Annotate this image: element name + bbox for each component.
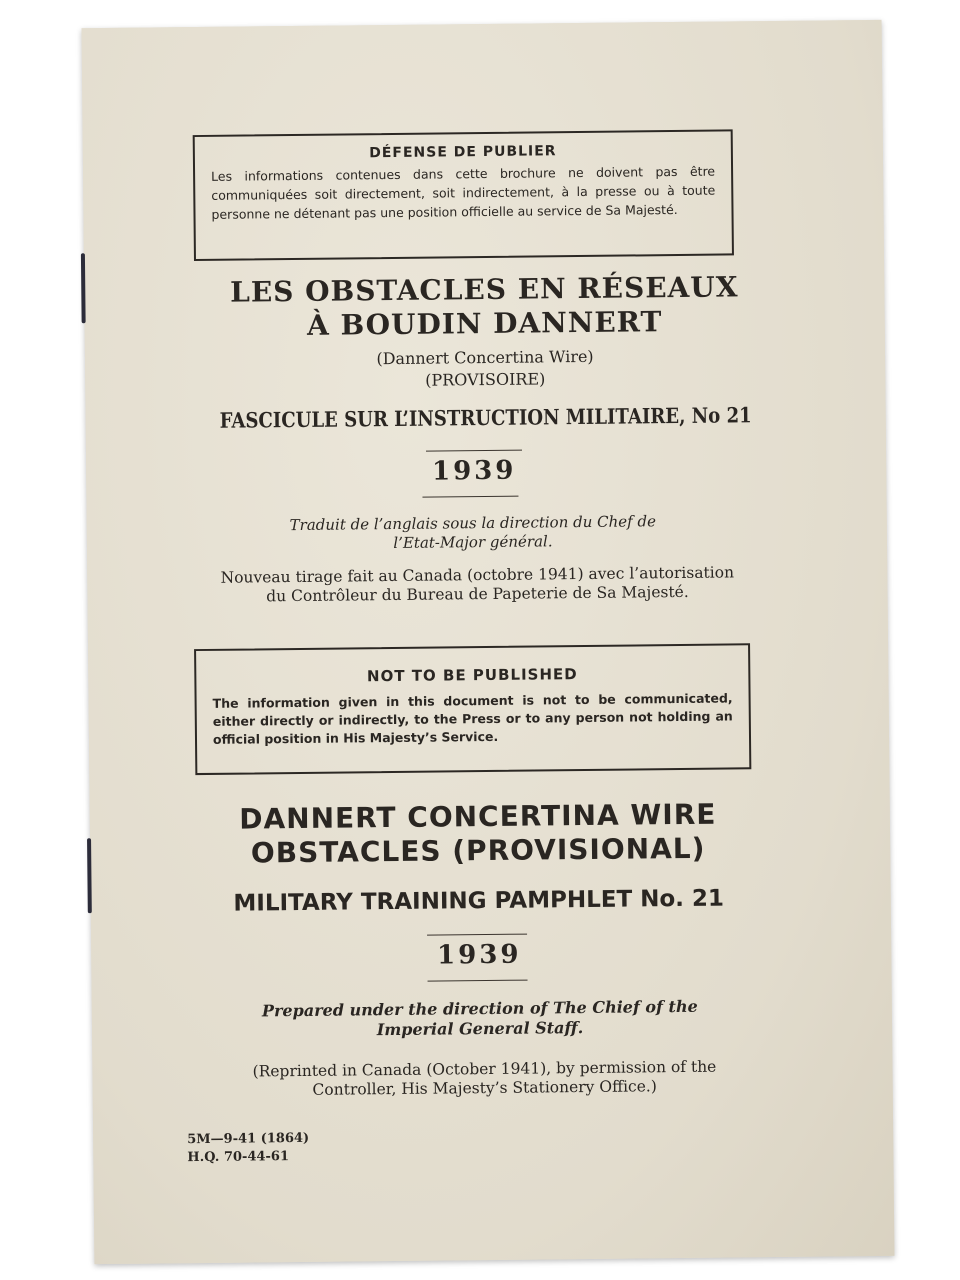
pamphlet-cover [82, 20, 895, 1264]
french-reprint-note-line2: du Contrôleur du Bureau de Papeterie de Sa Majesté. [266, 582, 689, 606]
print-code-line2: H.Q. 70-44-61 [187, 1149, 290, 1166]
english-notice-text: The information given in this document is not to be communicated, either directly or indirectly, to the Press or to any person not holding an official position in His Majesty’s Service. [212, 690, 733, 747]
english-year-rule-bottom [428, 980, 528, 982]
english-year-rule-top [427, 934, 527, 936]
english-notice-box [194, 643, 751, 775]
french-pamphlet-number: FASCICULE SUR L’INSTRUCTION MILITAIRE, No 21 [219, 402, 752, 433]
french-subtitle-wire: (Dannert Concertina Wire) [376, 346, 594, 369]
french-notice-text: Les informations contenues dans cette brochure ne doivent pas être communiquées soit directement, soit indirectement, à la presse ou à toute personne ne détenant pas une position officielle au service de Sa Majesté. [211, 163, 716, 222]
french-title-line2: À BOUDIN DANNERT [306, 305, 663, 342]
french-notice-box [193, 129, 734, 261]
english-reprint-note-line1: (Reprinted in Canada (October 1941), by permission of the [252, 1057, 717, 1081]
french-title-line1: LES OBSTACLES EN RÉSEAUX [229, 270, 739, 309]
english-title-line1: DANNERT CONCERTINA WIRE [239, 797, 717, 836]
french-translation-note-line1: Traduit de l’anglais sous la direction du Chef de [289, 512, 657, 535]
english-pamphlet-number: MILITARY TRAINING PAMPHLET No. 21 [233, 885, 725, 917]
french-year-rule-bottom [422, 496, 518, 498]
english-year: 1939 [436, 939, 522, 971]
french-translation-note-line2: l’Etat-Major général. [393, 532, 553, 552]
french-year-rule-top [426, 450, 522, 452]
french-reprint-note-line1: Nouveau tirage fait au Canada (octobre 1941) avec l’autorisation [220, 563, 735, 587]
french-year: 1939 [431, 455, 517, 487]
english-title-line2: OBSTACLES (PROVISIONAL) [250, 831, 706, 870]
french-notice-title: DÉFENSE DE PUBLIER [369, 143, 557, 162]
french-subtitle-provisional: (PROVISOIRE) [425, 369, 546, 390]
print-code-line1: 5M—9-41 (1864) [187, 1130, 310, 1148]
english-prepared-note-line2: Imperial General Staff. [376, 1018, 584, 1040]
english-reprint-note-line2: Controller, His Majesty’s Stationery Office.) [312, 1077, 657, 1099]
english-notice-title: NOT TO BE PUBLISHED [366, 665, 578, 686]
english-prepared-note-line1: Prepared under the direction of The Chief of the [261, 996, 698, 1021]
